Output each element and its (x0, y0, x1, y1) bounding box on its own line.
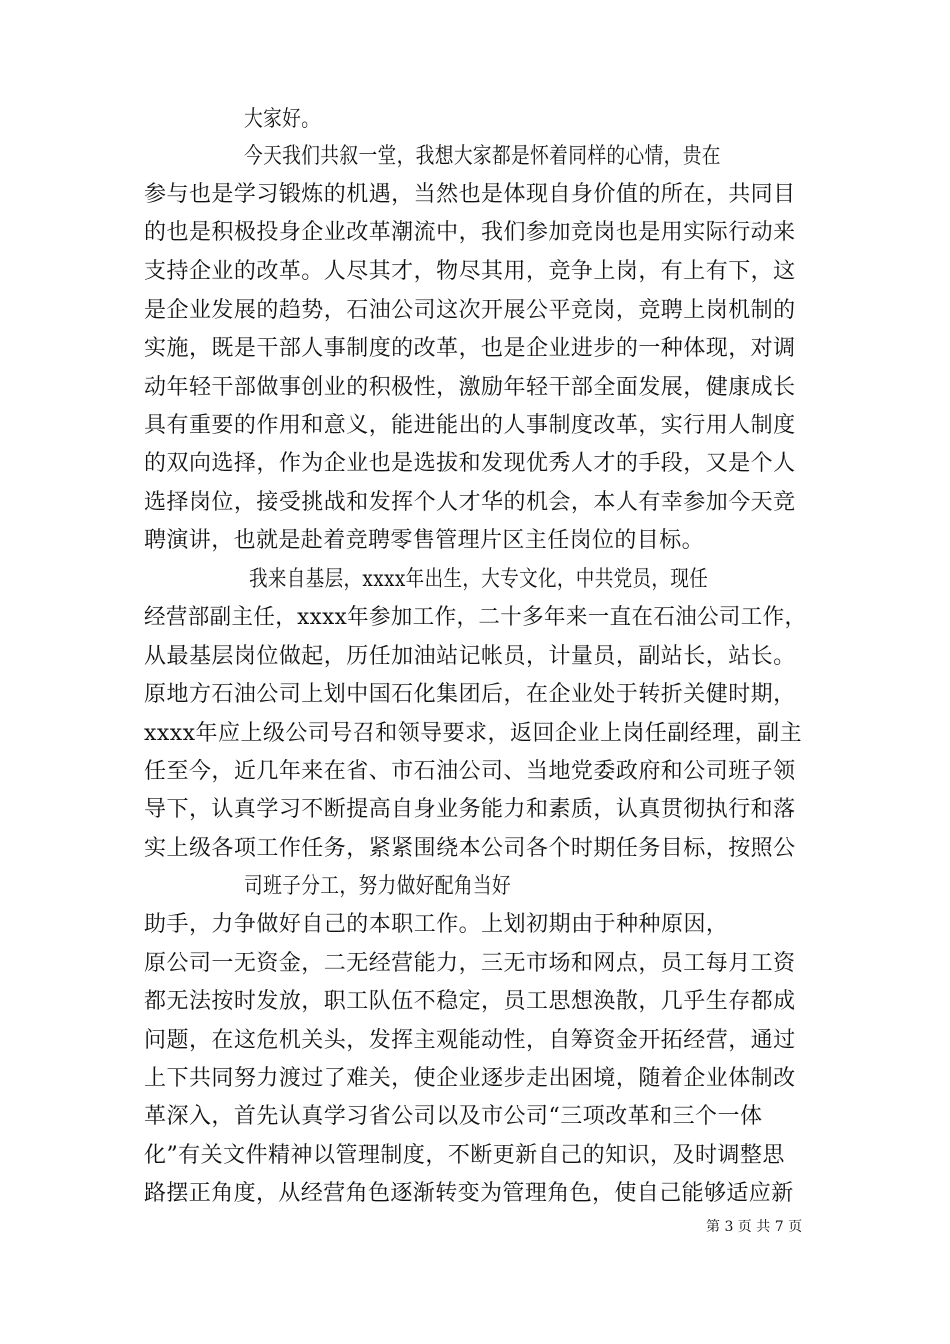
page-footer: 第 3 页 共 7 页 (706, 1219, 803, 1235)
text-line: 选择岗位，接受挑战和发挥个人才华的机会，本人有幸参加今天竞 (144, 490, 796, 515)
text-line: 实施，既是干部人事制度的改革，也是企业进步的一种体现，对调 (144, 336, 796, 361)
text-line: 化”有关文件精神以管理制度，不断更新自己的知识，及时调整思 (144, 1143, 785, 1168)
text-line: 我来自基层，xxxx年出生，大专文化，中共党员，现任 (249, 567, 709, 592)
text-line: 任至今，近几年来在省、市石油公司、当地党委政府和公司班子领 (144, 759, 796, 784)
text-line: 导下，认真学习不断提高自身业务能力和素质，认真贯彻执行和落 (144, 797, 796, 822)
text-line: 经营部副主任，xxxx年参加工作，二十多年来一直在石油公司工作， (144, 605, 807, 630)
text-line: 司班子分工，努力做好配角当好 (244, 874, 512, 899)
text-line: 具有重要的作用和意义，能进能出的人事制度改革，实行用人制度 (144, 413, 796, 438)
text-line: 聘演讲，也就是赴着竞聘零售管理片区主任岗位的目标。 (144, 528, 705, 553)
text-line: 路摆正角度，从经营角色逐渐转变为管理角色，使自己能够适应新 (144, 1181, 794, 1206)
text-line: 都无法按时发放，职工队伍不稳定，员工思想涣散，几乎生存都成 (144, 989, 796, 1014)
text-line: 今天我们共叙一堂，我想大家都是怀着同样的心情，贵在 (244, 144, 721, 169)
text-line: 原公司一无资金，二无经营能力，三无市场和网点，员工每月工资 (144, 951, 796, 976)
text-line: 支持企业的改革。人尽其才，物尽其用，竞争上岗，有上有下，这 (144, 259, 796, 284)
text-line: 助手，力争做好自己的本职工作。上划初期由于种种原因， (144, 912, 729, 937)
text-line: 大家好。 (244, 107, 321, 132)
text-line: 参与也是学习锻炼的机遇，当然也是体现自身价值的所在，共同目 (144, 182, 796, 207)
text-line: 实上级各项工作任务，紧紧围绕本公司各个时期任务目标，按照公 (144, 836, 796, 861)
text-line: 上下共同努力渡过了难关，使企业逐步走出困境，随着企业体制改 (144, 1066, 796, 1091)
text-line: 革深入，首先认真学习省公司以及市公司“三项改革和三个一体 (144, 1104, 763, 1129)
text-line: xxxx年应上级公司号召和领导要求，返回企业上岗任副经理，副主 (144, 721, 803, 746)
text-line: 是企业发展的趋势，石油公司这次开展公平竞岗，竞聘上岗机制的 (144, 298, 796, 323)
text-line: 从最基层岗位做起，历任加油站记帐员，计量员，副站长，站长。 (144, 644, 796, 669)
text-line: 的双向选择，作为企业也是选拔和发现优秀人才的手段，又是个人 (144, 451, 796, 476)
text-line: 问题，在这危机关头，发挥主观能动性，自筹资金开拓经营，通过 (144, 1028, 796, 1053)
text-line: 动年轻干部做事创业的积极性，激励年轻干部全面发展，健康成长 (144, 375, 796, 400)
text-line: 原地方石油公司上划中国石化集团后，在企业处于转折关健时期， (144, 682, 796, 707)
text-line: 的也是积极投身企业改革潮流中，我们参加竞岗也是用实际行动来 (144, 220, 796, 245)
